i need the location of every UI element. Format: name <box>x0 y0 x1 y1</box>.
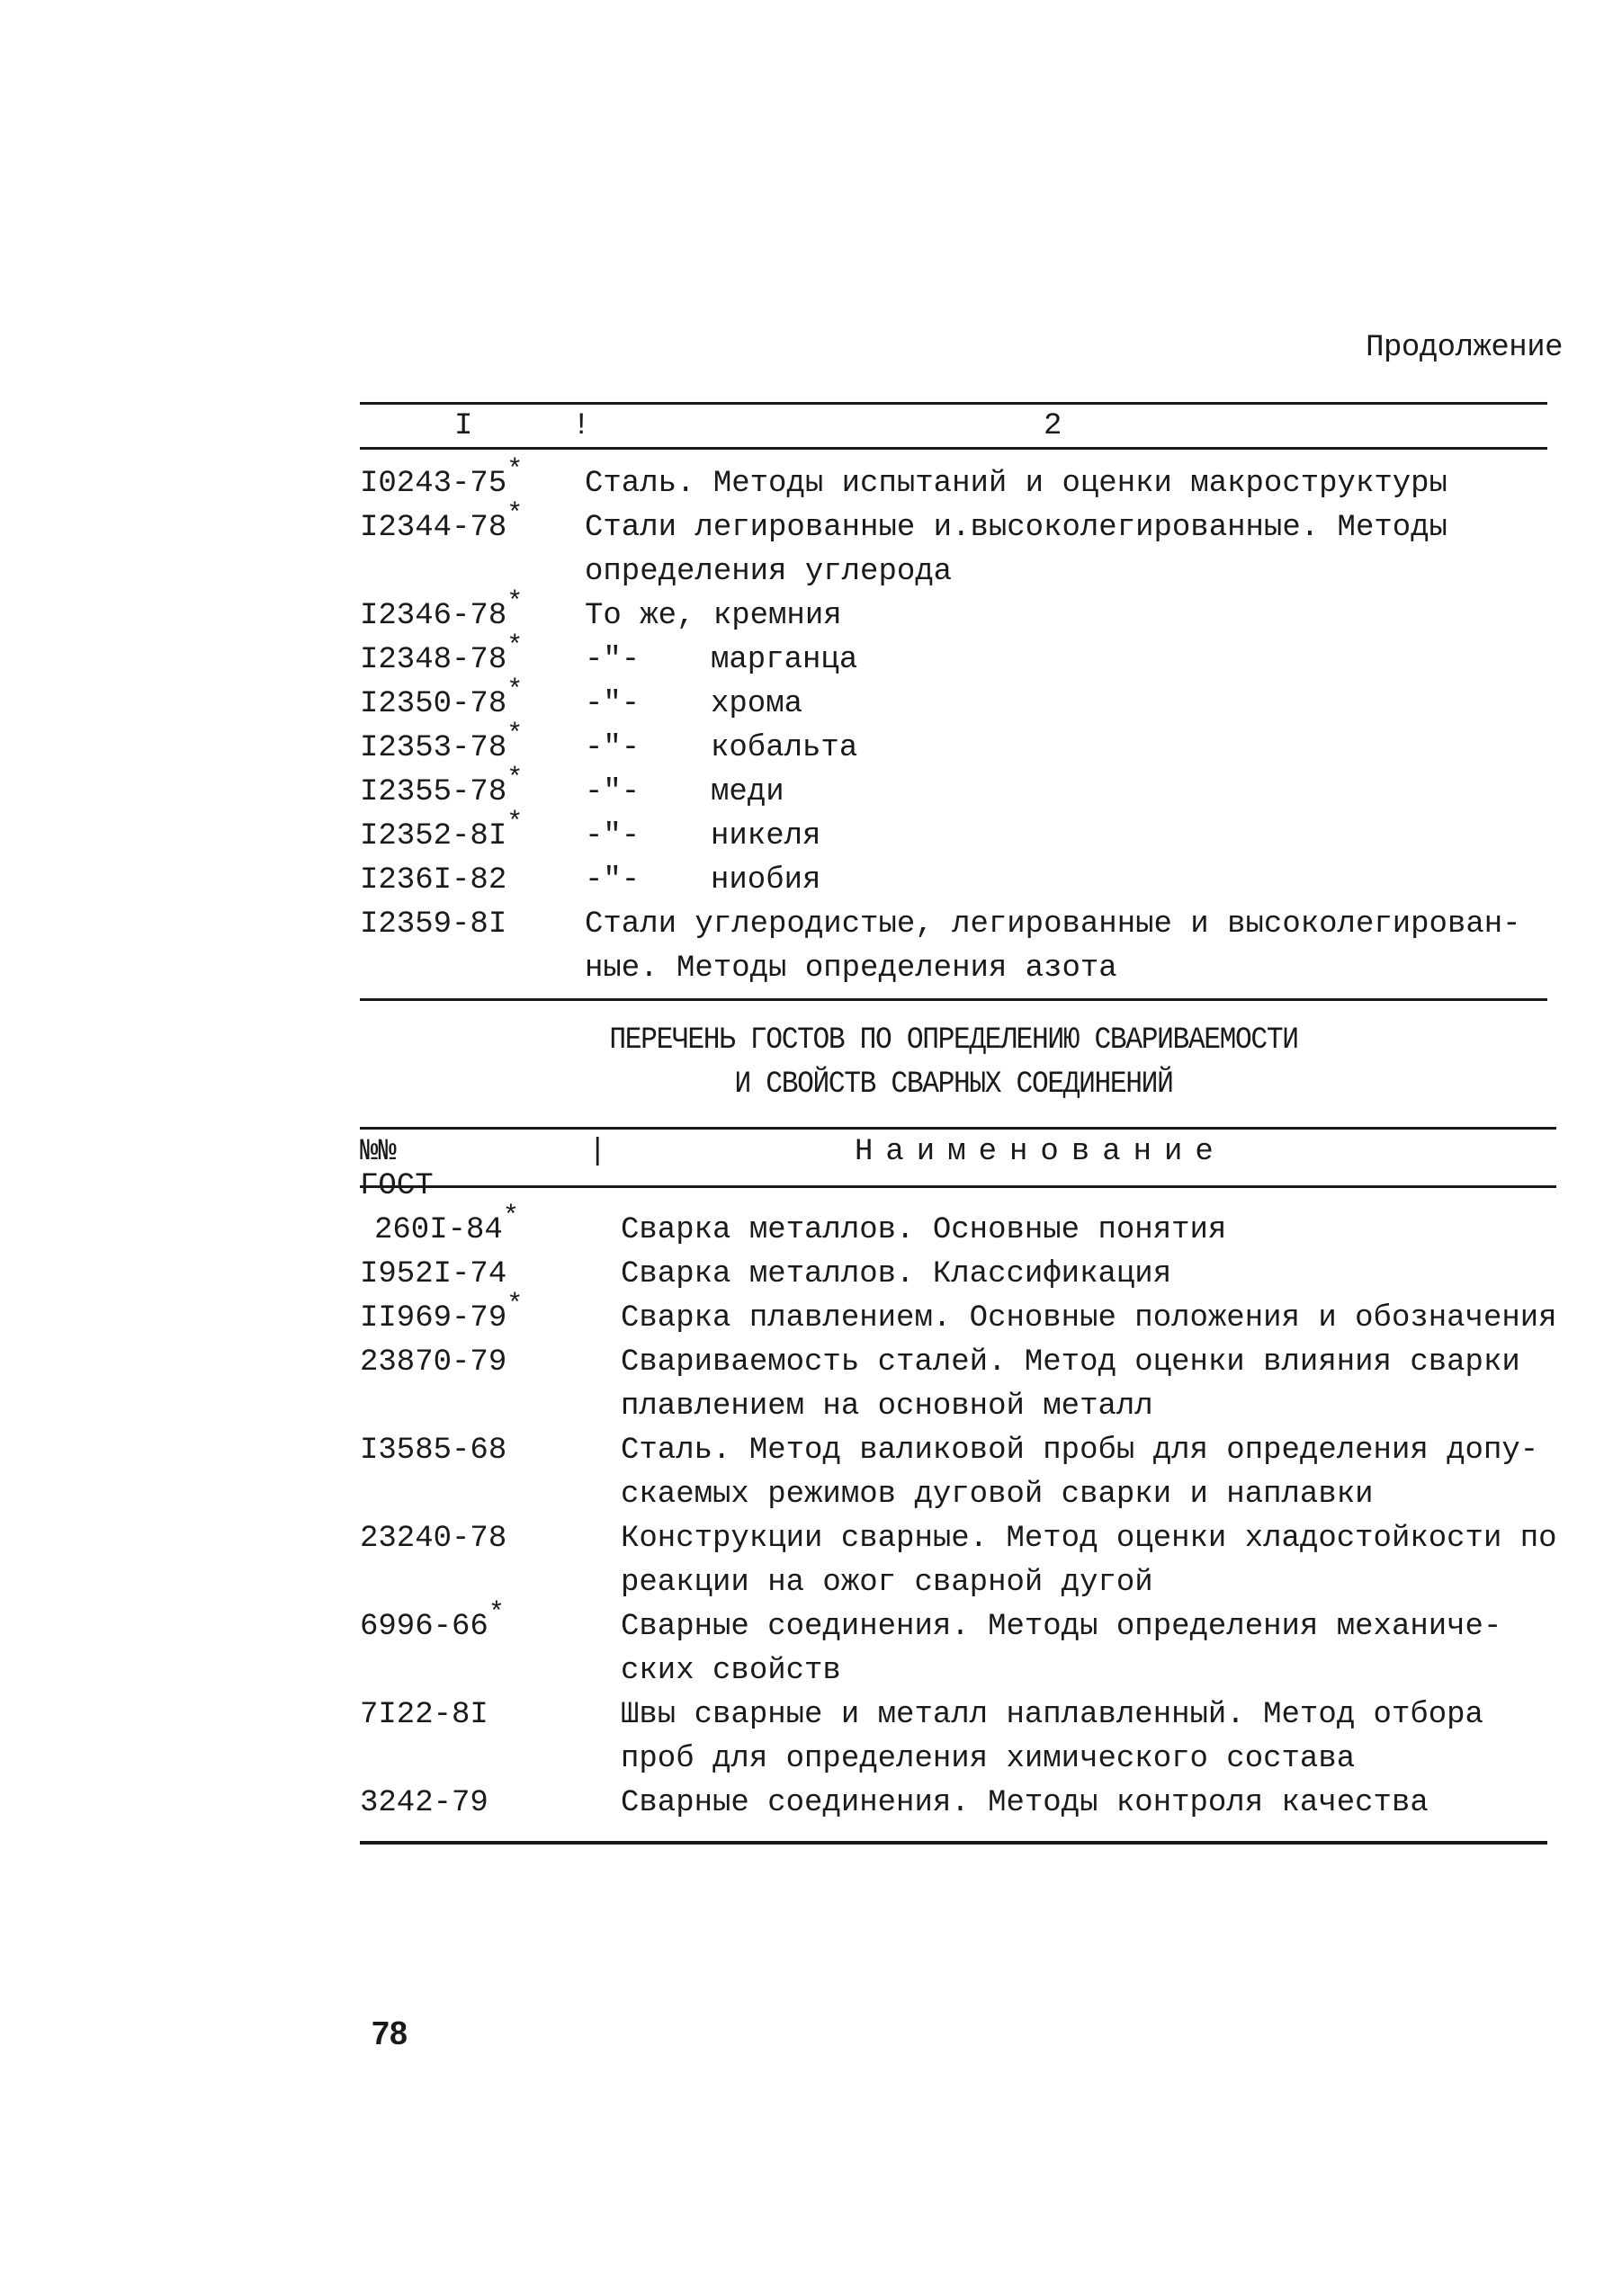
gost-title: Сталь. Метод валиковой пробы для определения допу-скаемых режимов дуговой сварки и наплавки <box>621 1434 1539 1512</box>
gost-code: I2352-8I* <box>360 807 524 853</box>
gost-title: Сталь. Методы испытаний и оценки макроструктуры <box>585 467 1447 501</box>
gost-title: Сварные соединения. Методы контроля качества <box>621 1786 1429 1820</box>
gost-title: Стали легированные и.высоколегированные. Методы определения углерода <box>585 511 1447 589</box>
gost-code: I2353-78* <box>360 719 524 765</box>
gost-title: -"- никеля <box>585 815 1547 859</box>
gost-code: 23870-79 <box>360 1345 507 1380</box>
table-row <box>360 454 1547 506</box>
gost-code: 23240-78 <box>360 1522 507 1556</box>
table2-top-rule <box>360 1127 1556 1130</box>
gost-code: I952I-74 <box>360 1257 507 1291</box>
table1-col1-header: I <box>454 409 473 443</box>
table-row <box>360 1341 1565 1429</box>
section-title-line2: И СВОЙСТВ СВАРНЫХ СОЕДИНЕНИЙ <box>734 1068 1173 1102</box>
table1-col2-header: 2 <box>1044 409 1062 443</box>
ditto-mark: -"- <box>585 819 641 853</box>
table-row <box>360 630 1547 683</box>
table-row <box>360 859 1547 903</box>
gost-code: I2348-78* <box>360 630 524 677</box>
gost-title: Сварка металлов. Основные понятия <box>621 1213 1227 1247</box>
gost-code: I2355-78* <box>360 763 524 809</box>
table1-header-separator: ! <box>572 409 591 443</box>
page-number: 78 <box>372 2015 408 2051</box>
gost-title: -"- марганца <box>585 639 1547 683</box>
gost-code: I2350-78* <box>360 675 524 721</box>
gost-title: Сварка металлов. Классификация <box>621 1257 1172 1291</box>
table2-col2-header: Наименование <box>855 1135 1226 1169</box>
section-title <box>408 1019 1500 1107</box>
table-row <box>360 807 1547 859</box>
gost-title: Конструкции сварные. Метод оценки хладостойкости по реакции на ожог сварной дугой <box>621 1522 1557 1600</box>
continuation-label: Продолжение <box>1366 331 1563 365</box>
table-row <box>360 498 1547 594</box>
gost-code: I3585-68 <box>360 1434 507 1468</box>
table-row <box>360 1693 1565 1782</box>
table1-top-rule <box>360 402 1547 405</box>
table-row <box>360 1201 1565 1253</box>
table2-col1-header: №№ ГОСТ <box>360 1135 434 1203</box>
table1-bottom-rule <box>360 998 1547 1001</box>
gost-title: -"- хрома <box>585 683 1547 727</box>
gost-code: 6996-66* <box>360 1597 505 1644</box>
table1-header-rule <box>360 447 1547 450</box>
table2-bottom-rule <box>360 1841 1547 1845</box>
gost-title: Стали углеродистые, легированные и высоколегирован-ные. Методы определения азота <box>585 907 1521 986</box>
gost-title: Свариваемость сталей. Метод оценки влияния сварки плавлением на основной металл <box>621 1345 1520 1424</box>
table-row <box>360 1289 1565 1341</box>
table-row <box>360 903 1547 991</box>
table2-header-rule <box>360 1185 1556 1188</box>
ditto-mark: -"- <box>585 687 641 721</box>
gost-code: I236I-82 <box>360 863 507 898</box>
ditto-mark: -"- <box>585 643 641 677</box>
table-row <box>360 1517 1565 1605</box>
gost-code: 260I-84* <box>374 1201 519 1247</box>
gost-title: То же, кремния <box>585 599 842 633</box>
table2-header-separator: | <box>588 1135 607 1169</box>
gost-code: I2346-78* <box>360 586 524 633</box>
table-row <box>360 1253 1565 1297</box>
gost-title: -"- ниобия <box>585 859 1547 903</box>
gost-code: 7I22-8I <box>360 1698 488 1732</box>
gost-title: -"- меди <box>585 771 1547 815</box>
table-row <box>360 1429 1565 1517</box>
ditto-mark: -"- <box>585 775 641 809</box>
table-row <box>360 763 1547 815</box>
gost-title: Швы сварные и металл наплавленный. Метод отбора проб для определения химического состава <box>621 1698 1483 1776</box>
ditto-mark: -"- <box>585 863 641 898</box>
table-row <box>360 1597 1565 1693</box>
gost-code: I2344-78* <box>360 498 524 545</box>
table-row <box>360 675 1547 727</box>
gost-code: I0243-75* <box>360 454 524 501</box>
table-row <box>360 719 1547 771</box>
table-row <box>360 1782 1565 1826</box>
section-title-line1: ПЕРЕЧЕНЬ ГОСТОВ ПО ОПРЕДЕЛЕНИЮ СВАРИВАЕМОСТИ <box>609 1023 1298 1058</box>
gost-code: II969-79* <box>360 1289 524 1336</box>
gost-code: I2359-8I <box>360 907 507 942</box>
gost-title: Сварные соединения. Методы определения механиче-ских свойств <box>621 1610 1502 1688</box>
gost-code: 3242-79 <box>360 1786 488 1820</box>
gost-title: -"- кобальта <box>585 727 1547 771</box>
table1-body <box>360 454 1547 991</box>
gost-title: Сварка плавлением. Основные положения и обозначения <box>621 1301 1557 1336</box>
ditto-mark: -"- <box>585 731 641 765</box>
table-row <box>360 586 1547 639</box>
table2-body <box>360 1201 1565 1826</box>
